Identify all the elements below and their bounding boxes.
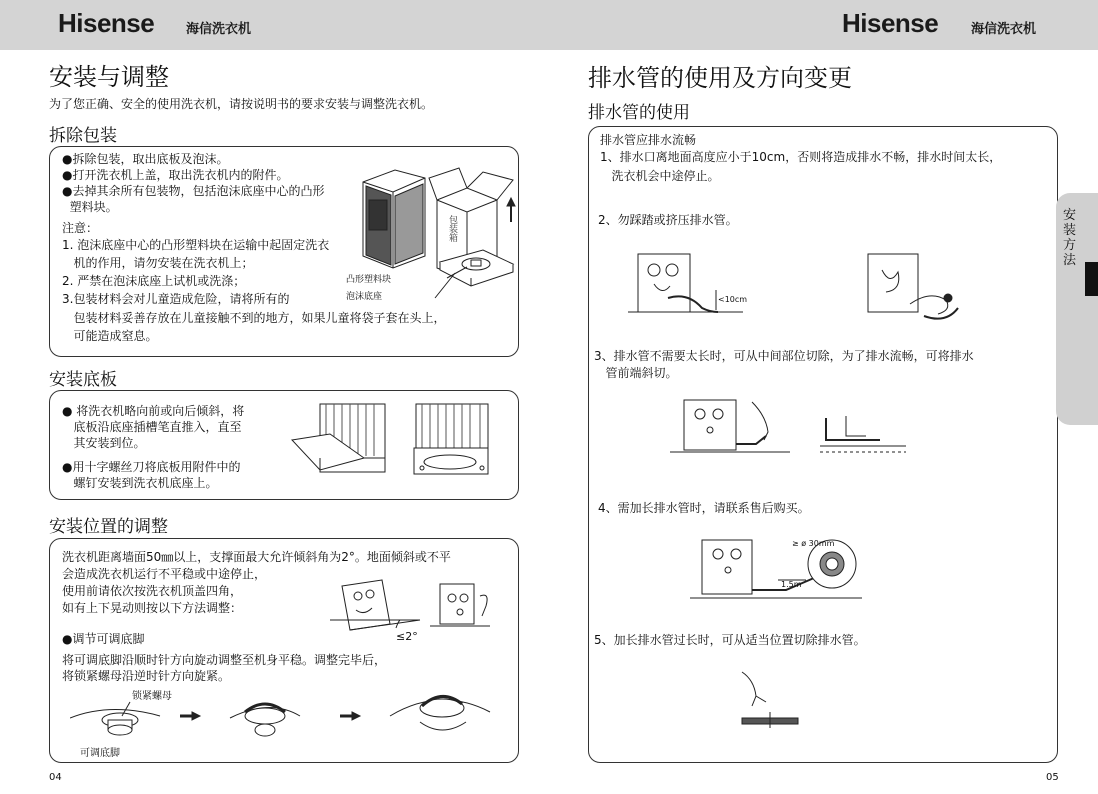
adjust-foot-heading: ●调节可调底脚 (62, 632, 145, 646)
right-subtitle: 排水管的使用 (588, 103, 690, 123)
base-plate-illustration (290, 398, 500, 484)
unpack-line-3: ●去掉其余所有包装物，包括泡沫底座中心的凸形 (62, 184, 325, 198)
washer-drawing (363, 170, 425, 268)
position-line-3: 使用前请依次按洗衣机顶盖四角， (62, 584, 243, 598)
brand-logo-left: Hisense (58, 8, 155, 38)
hose-cut-illustration (670, 392, 910, 462)
position-line-4: 如有上下晃动则按以下方法调整： (62, 601, 243, 615)
page-number-left: 04 (49, 772, 62, 783)
drain-item-1-line-1: 1、排水口离地面高度应小于10cm，否则将造成排水不畅，排水时间太长， (600, 150, 1002, 164)
chapter-side-tab-marker (1085, 262, 1098, 296)
left-page-title: 安装与调整 (49, 63, 169, 91)
unpack-line-2: ●打开洗衣机上盖，取出洗衣机内的附件。 (62, 168, 289, 182)
label-foam-base: 泡沫底座 (346, 292, 383, 302)
tilt-angle-label: ≤2° (396, 630, 418, 643)
section-heading-base-plate: 安装底板 (49, 370, 117, 390)
section-heading-unpack: 拆除包装 (49, 126, 117, 146)
hose-step-illustration (628, 250, 968, 332)
drain-item-3-line-1: 3、排水管不需要太长时，可从中间部位切除，为了排水流畅，可将排水 (594, 349, 974, 363)
label-lt-10cm: <10cm (718, 295, 748, 304)
unpack-note-3b: 包装材料妥善存放在儿童接触不到的地方，如果儿童将袋子套在头上， (62, 311, 446, 325)
base-plate-line-4: ●用十字螺丝刀将底板用附件中的 (62, 460, 241, 474)
right-page-title: 排水管的使用及方向变更 (588, 64, 852, 92)
adjust-foot-line-2: 将锁紧螺母沿逆时针方向旋紧。 (62, 669, 231, 683)
drain-item-2: 2、勿踩踏或挤压排水管。 (598, 213, 738, 227)
label-1-5m: 1.5m (781, 580, 802, 589)
left-intro: 为了您正确、安全的使用洗衣机，请按说明书的要求安装与调整洗衣机。 (49, 97, 434, 111)
unpack-note-2: 2. 严禁在泡沫底座上试机或洗涤； (62, 274, 246, 288)
brand-logo-right: Hisense (842, 8, 939, 38)
hose-trim-illustration (732, 666, 802, 732)
drain-item-4: 4、需加长排水管时，请联系售后购买。 (598, 501, 810, 515)
label-adjustable-foot: 可调底脚 (80, 748, 120, 759)
brand-sub-right: 海信洗衣机 (971, 22, 1037, 37)
drain-item-1-line-2: 洗衣机会中途停止。 (600, 169, 720, 183)
base-plate-line-3: 其安装到位。 (62, 436, 146, 450)
position-line-1: 洗衣机距离墙面50㎜以上，支撑面最大允许倾斜角为2°。地面倾斜或不平 (62, 550, 451, 564)
label-lock-nut: 锁紧螺母 (132, 691, 172, 702)
unpack-note-1b: 机的作用，请勿安装在洗衣机上； (62, 256, 254, 270)
hose-extend-illustration (686, 532, 866, 604)
unpack-note-3c: 可能造成窒息。 (62, 329, 158, 343)
base-plate-line-1: ● 将洗衣机略向前或向后倾斜，将 (62, 404, 245, 418)
label-diameter-30mm: ≥ ø 30mm (792, 539, 835, 548)
unpack-note-1: 1. 泡沫底座中心的凸形塑料块在运输中起固定洗衣 (62, 238, 330, 252)
section-heading-position: 安装位置的调整 (49, 517, 168, 537)
drain-item-5: 5、加长排水管过长时，可从适当位置切除排水管。 (594, 633, 866, 647)
base-plate-line-2: 底板沿底座插槽笔直推入，直至 (62, 420, 242, 434)
unpack-line-1: ●拆除包装，取出底板及泡沫。 (62, 152, 229, 166)
position-line-2: 会造成洗衣机运行不平稳或中途停止， (62, 567, 267, 581)
unpack-note-3: 3.包装材料会对儿童造成危险，请将所有的 (62, 292, 290, 306)
adjust-foot-line-1: 将可调底脚沿顺时针方向旋动调整至机身平稳。调整完毕后， (62, 653, 387, 667)
drain-item-3-line-2: 管前端斜切。 (594, 366, 678, 380)
unpack-line-4: 塑料块。 (62, 200, 118, 214)
base-plate-line-5: 螺钉安装到洗衣机底座上。 (62, 476, 218, 490)
page-number-right: 05 (1046, 772, 1059, 783)
box-label: 包装箱 (447, 215, 457, 242)
drain-box-heading: 排水管应排水流畅 (600, 133, 697, 147)
label-convex-block: 凸形塑料块 (346, 275, 392, 285)
unpack-note-heading: 注意： (62, 221, 99, 235)
chapter-side-tab-label: 安装方法 (1063, 208, 1077, 268)
brand-sub-left: 海信洗衣机 (186, 22, 252, 37)
